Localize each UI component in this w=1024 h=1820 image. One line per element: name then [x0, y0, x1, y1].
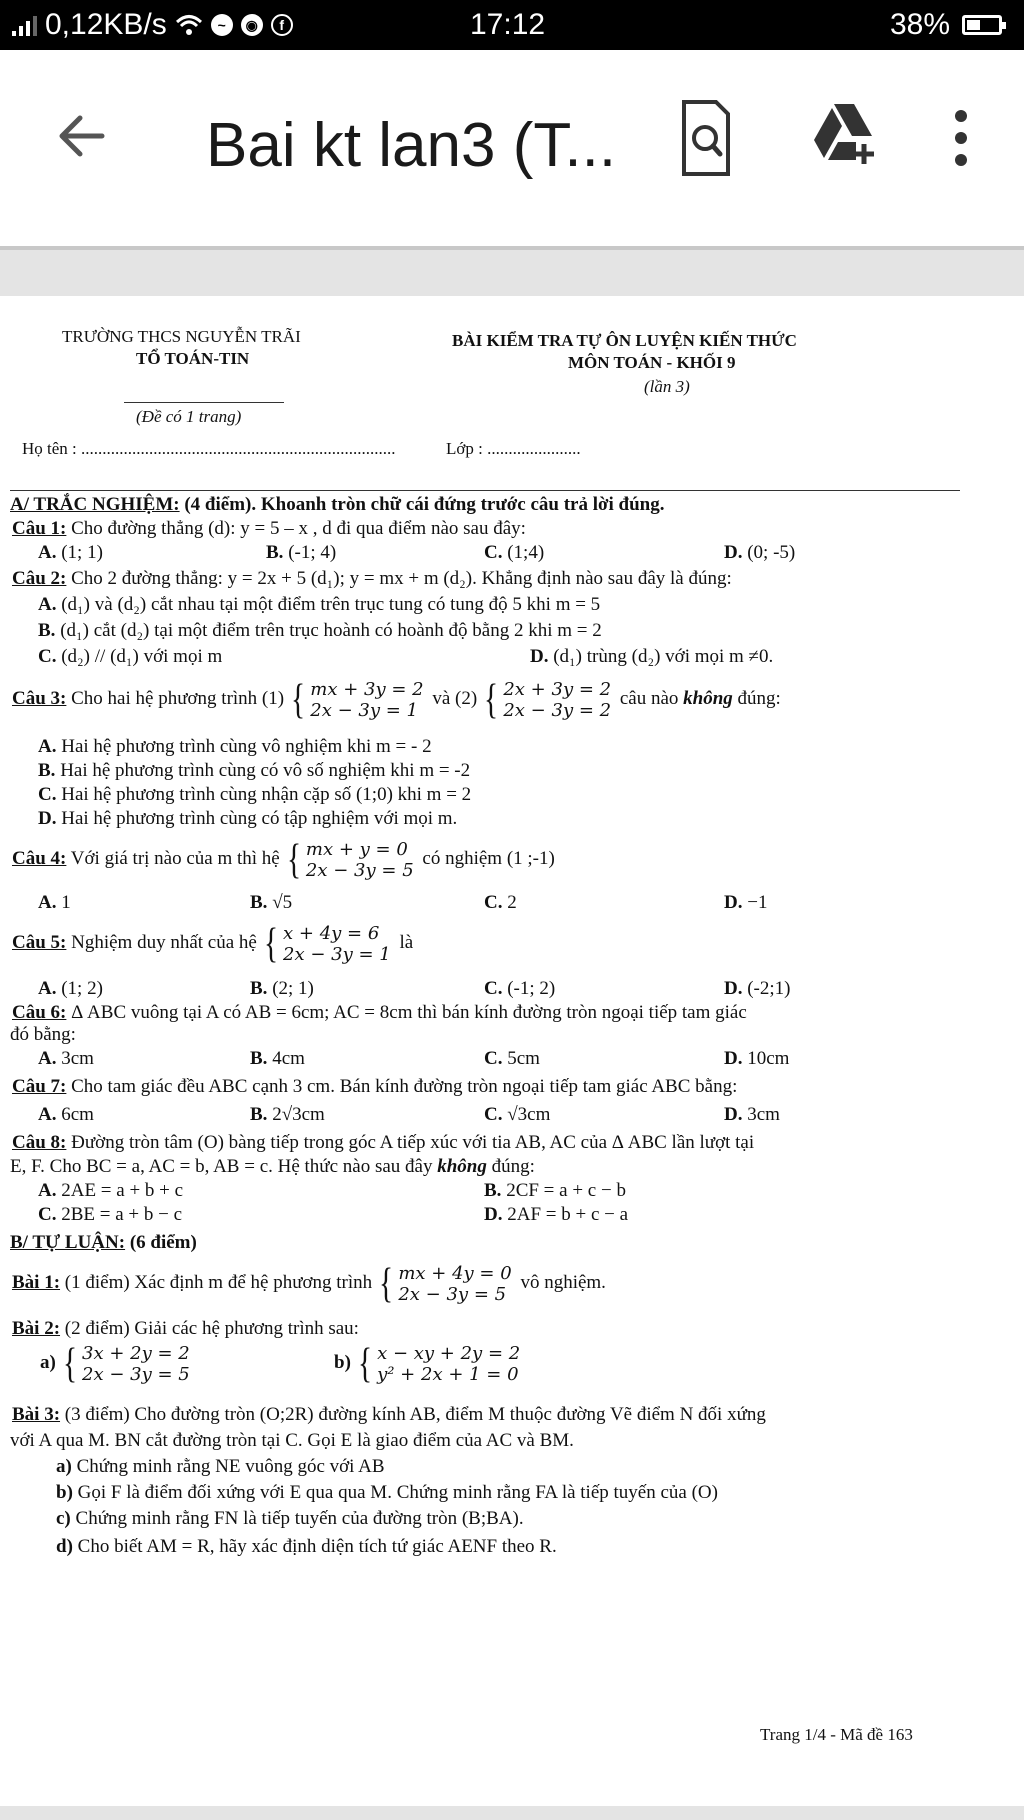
battery-icon: [962, 15, 1002, 35]
school-name: TRƯỜNG THCS NGUYỄN TRÃI: [62, 327, 301, 346]
document-page: [0, 296, 1024, 1806]
q2-option-c: C. (d₂) // (d₁) với mọi m: [38, 646, 223, 667]
q8-option-a: A. 2AE = a + b + c: [38, 1180, 184, 1201]
bai2b-system: { x − xy + 2y = 2 y² + 2x + 1 = 0: [357, 1340, 521, 1387]
q3-option-c: C. Hai hệ phương trình cùng nhận cặp số (1;0) khi m = 2: [38, 784, 472, 805]
class-field: Lớp : ......................: [446, 439, 581, 458]
notification-icon: ◉: [241, 14, 263, 36]
exercise-3c: c) Chứng minh rằng FN là tiếp tuyến của đường tròn (B;BA).: [56, 1508, 524, 1529]
app-bar: [0, 50, 1024, 246]
q5-option-a: A. (1; 2): [38, 978, 103, 999]
question-1: Câu 1: Cho đường thẳng (d): y = 5 – x , d đi qua điểm nào sau đây:: [12, 518, 526, 539]
question-6-cont: đó bằng:: [10, 1024, 76, 1045]
q2-option-a: A. (d₁) và (d₂) cắt nhau tại một điểm trên trục tung có tung độ 5 khi m = 5: [38, 594, 601, 615]
exercise-2: Bài 2: (2 điểm) Giải các hệ phương trình sau:: [12, 1318, 359, 1339]
app-bar-divider: [0, 246, 1024, 250]
q1-option-b: B. (-1; 4): [266, 542, 337, 563]
question-8: Câu 8: Đường tròn tâm (O) bàng tiếp trong góc A tiếp xúc với tia AB, AC của Δ ABC lần lượt tại: [12, 1132, 755, 1153]
q6-option-c: C. 5cm: [484, 1048, 540, 1069]
q1-option-c: C. (1;4): [484, 542, 545, 563]
q8-option-b: B. 2CF = a + c − b: [484, 1180, 626, 1201]
q7-option-b: B. 2√3cm: [250, 1104, 325, 1125]
question-5: Câu 5: Nghiệm duy nhất của hệ { x + 4y = 6 2x − 3y = 1 là: [12, 920, 414, 967]
network-speed: 0,12KB/s: [45, 8, 167, 41]
arrow-back-icon[interactable]: [52, 106, 112, 166]
exercise-2a: a) { 3x + 2y = 2 2x − 3y = 5: [40, 1340, 190, 1387]
q5-system: { x + 4y = 6 2x − 3y = 1: [263, 920, 391, 967]
q1-option-a: A. (1; 1): [38, 542, 103, 563]
name-field: Họ tên : ..........................................................................: [22, 439, 396, 458]
q8-option-c: C. 2BE = a + b − c: [38, 1204, 183, 1225]
battery-percent: 38%: [889, 8, 950, 41]
facebook-icon: f: [271, 14, 293, 36]
q5-option-c: C. (-1; 2): [484, 978, 556, 999]
exercise-3a: a) Chứng minh rằng NE vuông góc với AB: [56, 1456, 385, 1477]
q7-option-a: A. 6cm: [38, 1104, 94, 1125]
q5-option-b: B. (2; 1): [250, 978, 314, 999]
signal-icon: [12, 14, 37, 36]
wifi-icon: [175, 13, 203, 37]
exercise-3d: d) Cho biết AM = R, hãy xác định diện tích tứ giác AENF theo R.: [56, 1536, 557, 1557]
question-8-cont: E, F. Cho BC = a, AC = b, AB = c. Hệ thức nào sau đây không đúng:: [10, 1156, 535, 1177]
add-to-drive-icon[interactable]: [810, 102, 880, 164]
exam-title: BÀI KIỂM TRA TỰ ÔN LUYỆN KIẾN THỨC: [452, 331, 797, 350]
exercise-3-cont: với A qua M. BN cắt đường tròn tại C. Gọi E là giao điểm của AC và BM.: [10, 1430, 574, 1451]
question-3: Câu 3: Cho hai hệ phương trình (1) { mx + 3y = 2 2x − 3y = 1 và (2) { 2x + 3y = 2 2x − 3y = 2 câu nào không đúng:: [12, 676, 781, 723]
q4-option-c: C. 2: [484, 892, 517, 913]
exam-subject: MÔN TOÁN - KHỐI 9: [568, 353, 736, 372]
bai2a-system: { 3x + 2y = 2 2x − 3y = 5: [62, 1340, 190, 1387]
q2-option-b: B. (d₁) cắt (d₂) tại một điểm trên trục hoành có hoành độ bằng 2 khi m = 2: [38, 620, 602, 641]
q8-option-d: D. 2AF = b + c − a: [484, 1204, 629, 1225]
more-vertical-icon[interactable]: [946, 108, 976, 168]
q3-system-2: { 2x + 3y = 2 2x − 3y = 2: [484, 676, 612, 723]
department: TỔ TOÁN-TIN: [136, 349, 250, 368]
exercise-3b: b) Gọi F là điểm đối xứng với E qua qua M. Chứng minh rằng FA là tiếp tuyến của (O): [56, 1482, 718, 1503]
question-6: Câu 6: Δ ABC vuông tại A có AB = 6cm; AC = 8cm thì bán kính đường tròn ngoại tiếp tam giác: [12, 1002, 747, 1023]
part-b-heading: B/ TỰ LUẬN: (6 điểm): [10, 1232, 197, 1253]
status-bar: [0, 0, 1024, 50]
q3-option-a: A. Hai hệ phương trình cùng vô nghiệm khi m = - 2: [38, 736, 432, 757]
name-rule: [10, 490, 960, 491]
q2-option-d: D. (d₁) trùng (d₂) với mọi m ≠0.: [530, 646, 774, 667]
question-7: Câu 7: Cho tam giác đều ABC cạnh 3 cm. Bán kính đường tròn ngoại tiếp tam giác ABC bằng:: [12, 1076, 738, 1097]
exercise-1: Bài 1: (1 điểm) Xác định m để hệ phương trình { mx + 4y = 0 2x − 3y = 5 vô nghiệm.: [12, 1260, 606, 1307]
question-2: Câu 2: Cho 2 đường thẳng: y = 2x + 5 (d₁); y = mx + m (d₂). Khẳng định nào sau đây là đúng:: [12, 568, 732, 589]
q4-option-d: D. −1: [724, 892, 768, 913]
pages-note: (Đề có 1 trang): [136, 407, 242, 426]
q3-option-b: B. Hai hệ phương trình cùng có vô số nghiệm khi m = -2: [38, 760, 471, 781]
document-title: Bai kt lan3 (T...: [206, 111, 617, 180]
q4-system: { mx + y = 0 2x − 3y = 5: [286, 836, 414, 883]
page-footer: Trang 1/4 - Mã đề 163: [760, 1725, 913, 1744]
q6-option-b: B. 4cm: [250, 1048, 305, 1069]
q5-option-d: D. (-2;1): [724, 978, 791, 999]
question-4: Câu 4: Với giá trị nào của m thì hệ { mx + y = 0 2x − 3y = 5 có nghiệm (1 ;-1): [12, 836, 555, 883]
find-in-document-icon[interactable]: [678, 96, 734, 180]
exercise-3: Bài 3: (3 điểm) Cho đường tròn (O;2R) đường kính AB, điểm M thuộc đường Vẽ điểm N đối xứng: [12, 1404, 766, 1425]
q7-option-c: C. √3cm: [484, 1104, 551, 1125]
q3-system-1: { mx + 3y = 2 2x − 3y = 1: [291, 676, 424, 723]
bai1-system: { mx + 4y = 0 2x − 3y = 5: [379, 1260, 512, 1307]
q6-option-a: A. 3cm: [38, 1048, 94, 1069]
header-rule: [124, 402, 284, 403]
q7-option-d: D. 3cm: [724, 1104, 780, 1125]
q4-option-a: A. 1: [38, 892, 71, 913]
q6-option-d: D. 10cm: [724, 1048, 790, 1069]
q4-option-b: B. √5: [250, 892, 293, 913]
q1-option-d: D. (0; -5): [724, 542, 796, 563]
exercise-2b: b) { x − xy + 2y = 2 y² + 2x + 1 = 0: [334, 1340, 521, 1387]
part-a-heading: A/ TRẮC NGHIỆM: (4 điểm). Khoanh tròn chữ cái đứng trước câu trả lời đúng.: [10, 494, 665, 515]
messenger-icon: ~: [211, 14, 233, 36]
exam-attempt: (lần 3): [644, 377, 690, 396]
clock: 17:12: [470, 8, 546, 41]
q3-option-d: D. Hai hệ phương trình cùng có tập nghiệm với mọi m.: [38, 808, 458, 829]
